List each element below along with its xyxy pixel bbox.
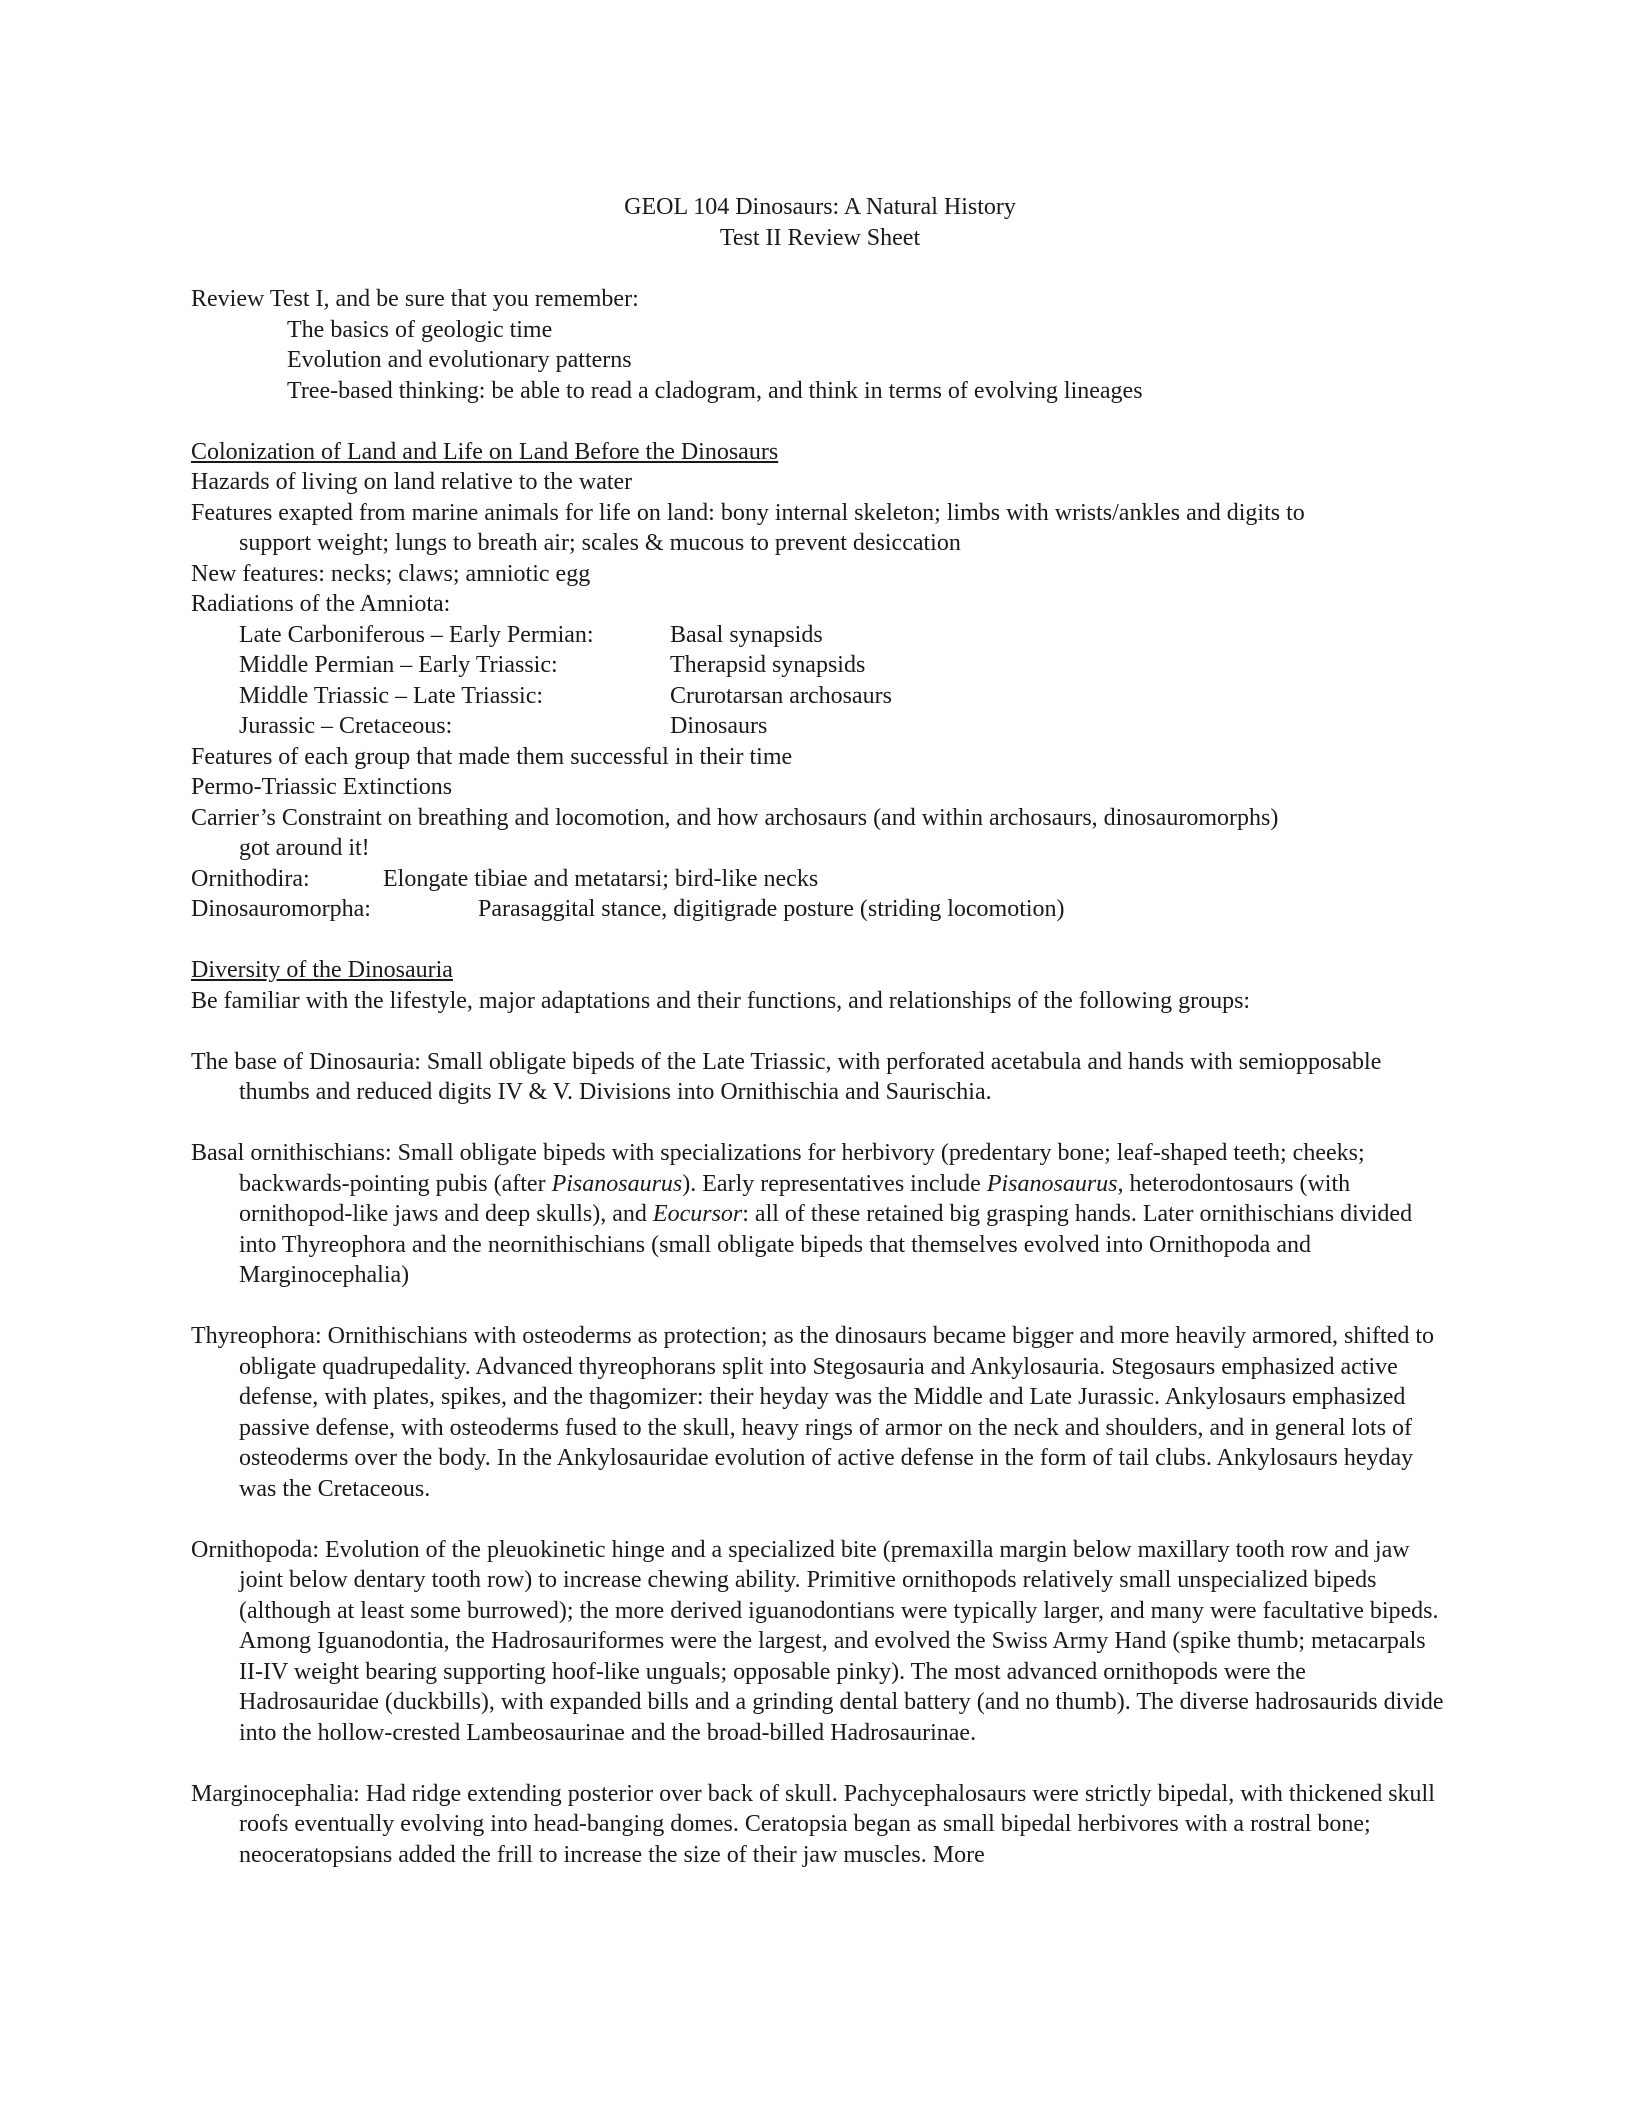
radiation-row: [191, 620, 1451, 651]
radiation-group: Crurotarsan archosaurs: [670, 682, 892, 709]
carriers-constraint-continued: got around it!: [239, 835, 370, 861]
section-heading-colonization: Colonization of Land and Life on Land Before the Dinosaurs: [191, 438, 779, 465]
term-label: Dinosauromorpha:: [191, 896, 371, 922]
review-intro: Review Test I, and be sure that you remember:: [191, 286, 639, 312]
paragraph-ornithopoda: Ornithopoda: Evolution of the pleuokinetic hinge and a specialized bite (premaxilla margin below maxillary tooth row and jaw joint below dentary tooth row) to increase chewing ability. Primitive ornithopods relatively small unspecialized bipeds (although at least some burrowed); the more derived iguanodontians were typically larger, and many were facultative bipeds. Among Iguanodontia, the Hadrosauriformes were the largest, and evolved the Swiss Army Hand (spike thumb; metacarpals II-IV weight bearing supporting hoof-like unguals; opposable pinky). The most advanced ornithopods were the Hadrosauridae (duckbills), with expanded bills and a grinding dental battery (and no thumb). The diverse hadrosaurids divide into the hollow-crested Lambeosaurinae and the broad-billed Hadrosaurinae.: [191, 1536, 1444, 1746]
radiation-group: Basal synapsids: [670, 621, 823, 648]
term-row-ornithodira: [191, 864, 1451, 895]
carriers-constraint-line: Carrier’s Constraint on breathing and locomotion, and how archosaurs (and within archosaurs, dinosauromorphs): [191, 804, 1279, 831]
radiation-period: Middle Triassic – Late Triassic:: [239, 682, 544, 709]
paragraph-basal-ornithischians: Basal ornithischians: Small obligate bipeds with specializations for herbivory (predentary bone; leaf-shaped teeth; cheeks; backwards-pointing pubis (after Pisanosaurus). Early representatives include Pisanosaurus, heterodontosaurs (with ornithopod-like jaws and deep skulls), and Eocursor: all of these retained big grasping hands. Later ornithischians divided into Thyreophora and the neornithischians (small obligate bipeds that themselves evolved into Ornithopoda and Marginocephalia): [191, 1140, 1413, 1288]
radiation-period: Late Carboniferous – Early Permian:: [239, 621, 594, 648]
radiation-group: Dinosaurs: [670, 713, 768, 739]
radiation-row: [191, 650, 1451, 681]
diversity-intro: Be familiar with the lifestyle, major adaptations and their functions, and relationships of the following groups:: [191, 987, 1251, 1014]
paragraph-marginocephalia: Marginocephalia: Had ridge extending posterior over back of skull. Pachycephalosaurs were strictly bipedal, with thickened skull roofs eventually evolving into head-banging domes. Ceratopsia began as small bipedal herbivores with a rostral bone; neoceratopsians added the frill to increase the size of their jaw muscles. More: [191, 1780, 1435, 1868]
hazards-line: Hazards of living on land relative to the water: [191, 469, 633, 495]
document-header: [0, 192, 1640, 254]
radiation-period: Middle Permian – Early Triassic:: [239, 652, 558, 678]
review-item: Tree-based thinking: be able to read a cladogram, and think in terms of evolving lineages: [287, 377, 1143, 404]
radiation-group: Therapsid synapsids: [670, 652, 866, 678]
paragraph-base-dinosauria: The base of Dinosauria: Small obligate bipeds of the Late Triassic, with perforated acetabula and hands with semiopposable thumbs and reduced digits IV & V. Divisions into Ornithischia and Saurischia.: [191, 1048, 1382, 1105]
term-definition: Elongate tibiae and metatarsi; bird-like necks: [383, 865, 819, 892]
section-heading-diversity: Diversity of the Dinosauria: [191, 957, 453, 983]
term-row-dinosauromorpha: [191, 894, 1451, 925]
term-definition: Parasaggital stance, digitigrade posture (striding locomotion): [478, 896, 1065, 922]
document-subtitle: Test II Review Sheet: [719, 225, 921, 251]
paragraph-thyreophora: Thyreophora: Ornithischians with osteoderms as protection; as the dinosaurs became bigger and more heavily armored, shifted to obligate quadrupedality. Advanced thyreophorans split into Stegosauria and Ankylosauria. Stegosaurs emphasized active defense, with plates, spikes, and the thagomizer: their heyday was the Middle and Late Jurassic. Ankylosaurs emphasized passive defense, with osteoderms fused to the skull, heavy rings of armor on the neck and shoulders, and in general lots of osteoderms over the body. In the Ankylosauridae evolution of active defense in the form of tail clubs. Ankylosaurs heyday was the Cretaceous.: [191, 1323, 1434, 1502]
review-item: The basics of geologic time: [287, 316, 553, 343]
radiation-row: [191, 681, 1451, 712]
features-exapted-continued: support weight; lungs to breath air; scales & mucous to prevent desiccation: [239, 530, 961, 556]
radiations-label: Radiations of the Amniota:: [191, 591, 451, 617]
features-exapted-line: Features exapted from marine animals for life on land: bony internal skeleton; limbs with wrists/ankles and digits to: [191, 499, 1305, 526]
new-features-line: New features: necks; claws; amniotic egg: [191, 560, 591, 587]
term-label: Ornithodira:: [191, 865, 310, 892]
extinctions-line: Permo-Triassic Extinctions: [191, 774, 453, 800]
radiation-period: Jurassic – Cretaceous:: [239, 713, 453, 739]
features-each-line: Features of each group that made them successful in their time: [191, 743, 793, 770]
review-item: Evolution and evolutionary patterns: [287, 347, 632, 373]
document-body: [191, 284, 1451, 1870]
document-title: GEOL 104 Dinosaurs: A Natural History: [624, 194, 1016, 220]
radiation-row: [191, 711, 1451, 742]
